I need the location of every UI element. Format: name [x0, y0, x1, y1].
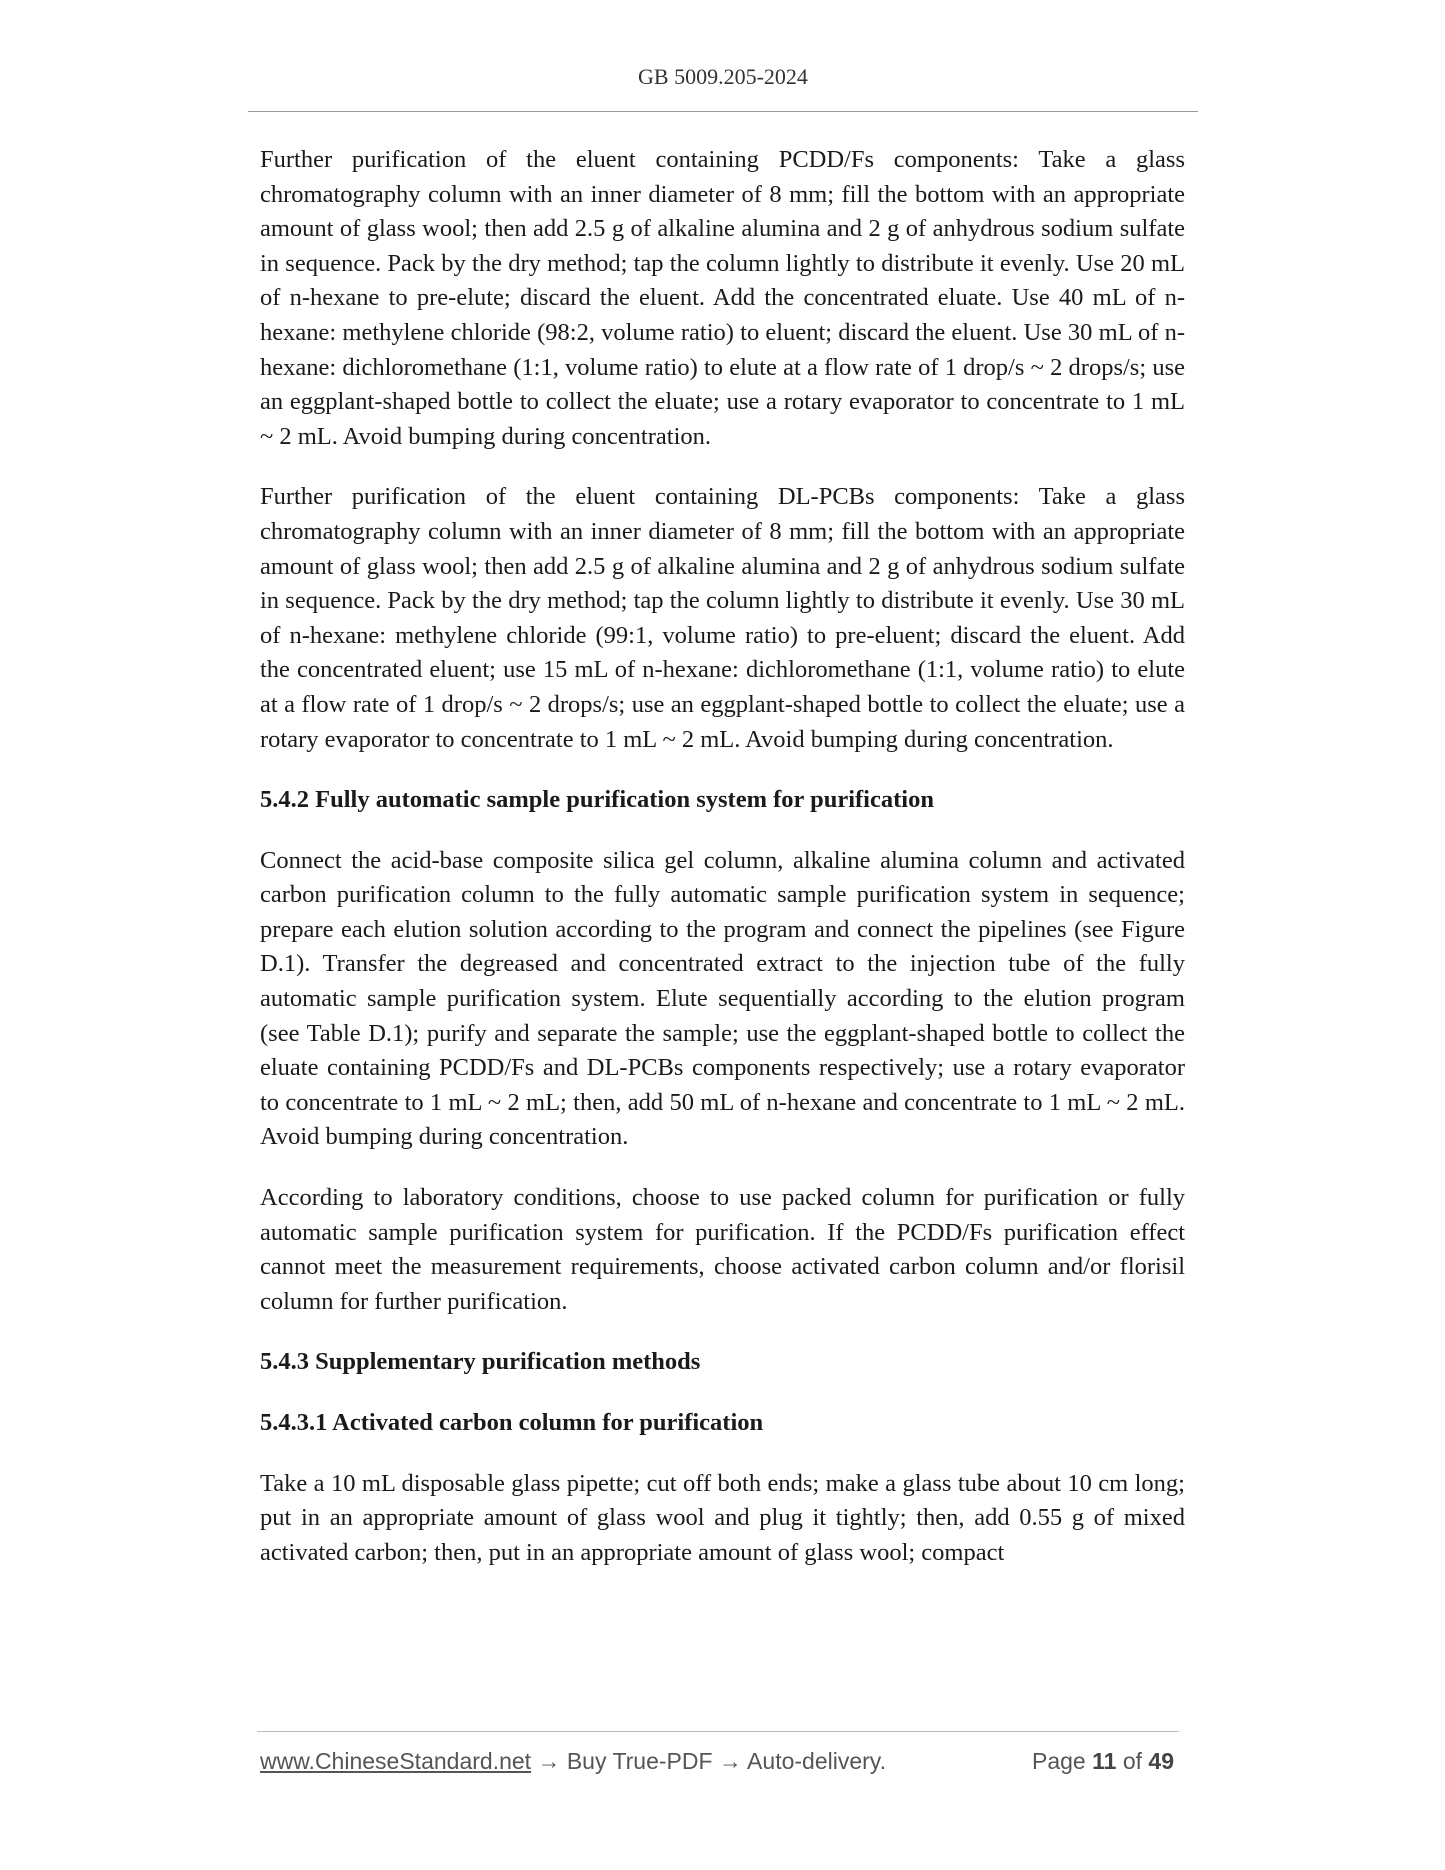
footer-promo-text: → Buy True-PDF → Auto-delivery.: [531, 1748, 886, 1774]
footer-divider: [257, 1731, 1179, 1732]
section-heading-5-4-3-1: 5.4.3.1 Activated carbon column for purification: [260, 1409, 764, 1436]
header-divider: [248, 111, 1198, 112]
page-footer: [260, 1748, 1180, 1782]
paragraph-laboratory-conditions: According to laboratory conditions, choose to use packed column for purification or fully automatic sample purification system for purification. If the PCDD/Fs purification effect cannot meet the measurement requirements, choose activated carbon column and/or florisil column for further purification.: [260, 1184, 1185, 1315]
paragraph-automatic-system: Connect the acid-base composite silica gel column, alkaline alumina column and activated carbon purification column to the fully automatic sample purification system in sequence; prepare each elution solution according to the program and connect the pipelines (see Figure D.1). Transfer the degreased and concentrated extract to the injection tube of the fully automatic sample purification system. Elute sequentially according to the elution program (see Table D.1); purify and separate the sample; use the eggplant-shaped bottle to collect the eluate containing PCDD/Fs and DL-PCBs components respectively; use a rotary evaporator to concentrate to 1 mL ~ 2 mL; then, add 50 mL of n-hexane and concentrate to 1 mL ~ 2 mL. Avoid bumping during concentration.: [260, 846, 1185, 1151]
document-body: [260, 143, 1185, 1596]
page-label: Page: [1032, 1748, 1086, 1774]
paragraph-pcdd-purification: Further purification of the eluent containing PCDD/Fs components: Take a glass chromatography column with an inner diameter of 8 mm; fill the bottom with an appropriate amount of glass wool; then add 2.5 g of alkaline alumina and 2 g of anhydrous sodium sulfate in sequence. Pack by the dry method; tap the column lightly to distribute it evenly. Use 20 mL of n-hexane to pre-elute; discard the eluent. Add the concentrated eluate. Use 40 mL of n-hexane: methylene chloride (98:2, volume ratio) to eluent; discard the eluent. Use 30 mL of n-hexane: dichloromethane (1:1, volume ratio) to elute at a flow rate of 1 drop/s ~ 2 drops/s; use an eggplant-shaped bottle to collect the eluate; use a rotary evaporator to concentrate to 1 mL ~ 2 mL. Avoid bumping during concentration.: [260, 146, 1185, 450]
page-number: [1032, 1748, 1174, 1775]
paragraph-dl-pcbs-purification: Further purification of the eluent containing DL-PCBs components: Take a glass chromatography column with an inner diameter of 8 mm; fill the bottom with an appropriate amount of glass wool; then add 2.5 g of alkaline alumina and 2 g of anhydrous sodium sulfate in sequence. Pack by the dry method; tap the column lightly to distribute it evenly. Use 30 mL of n-hexane: methylene chloride (99:1, volume ratio) to pre-eluent; discard the eluent. Add the concentrated eluent; use 15 mL of n-hexane: dichloromethane (1:1, volume ratio) to elute at a flow rate of 1 drop/s ~ 2 drops/s; use an eggplant-shaped bottle to collect the eluate; use a rotary evaporator to concentrate to 1 mL ~ 2 mL. Avoid bumping during concentration.: [260, 483, 1185, 753]
page-of-label: of: [1122, 1748, 1143, 1774]
footer-promo: [260, 1748, 886, 1775]
section-heading-5-4-2: 5.4.2 Fully automatic sample purification system for purification: [260, 786, 934, 814]
chinesestandard-link[interactable]: www.ChineseStandard.net: [260, 1748, 532, 1774]
page-header-title: GB 5009.205-2024: [638, 64, 808, 89]
page-current: 11: [1092, 1748, 1117, 1774]
page-total: 49: [1148, 1748, 1174, 1774]
section-heading-5-4-3: 5.4.3 Supplementary purification methods: [260, 1348, 701, 1376]
paragraph-activated-carbon: Take a 10 mL disposable glass pipette; cut off both ends; make a glass tube about 10 cm long; put in an appropriate amount of glass wool and plug it tightly; then, add 0.55 g of mixed activated carbon; then, put in an appropriate amount of glass wool; compact: [260, 1469, 1185, 1566]
